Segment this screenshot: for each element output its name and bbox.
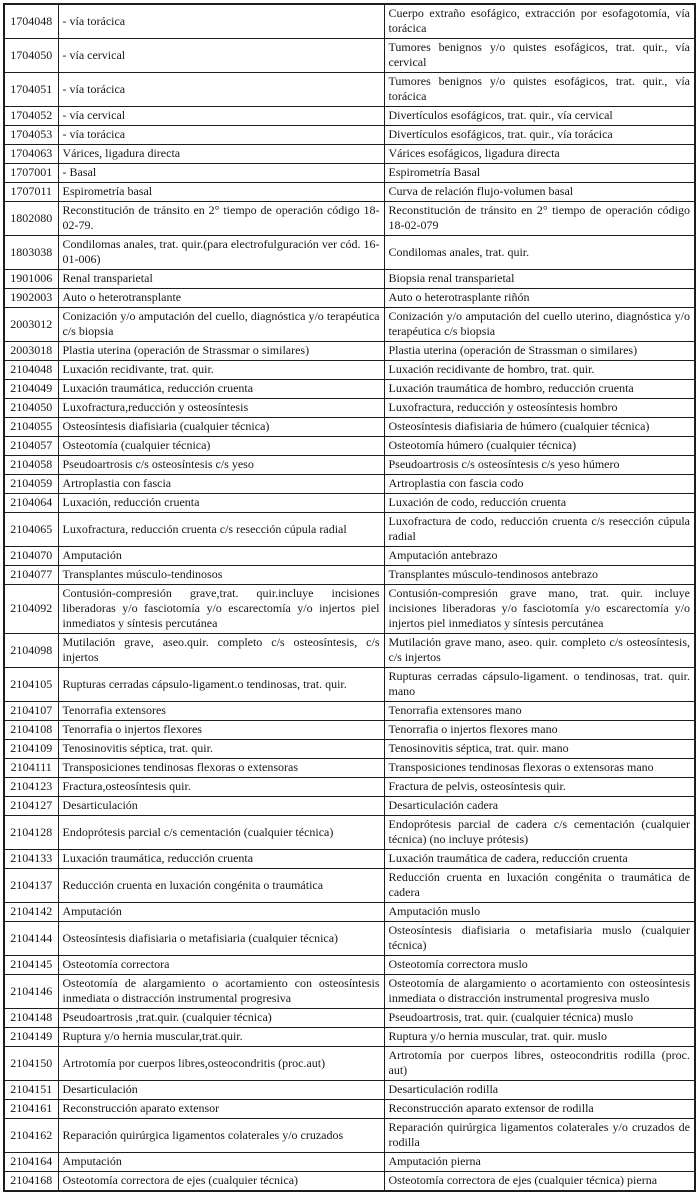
procedure-equivalent-cell: Amputación antebrazo — [384, 547, 695, 566]
procedure-description-cell: Rupturas cerradas cápsulo-ligament.o tendinosas, trat. quir. — [58, 668, 384, 702]
procedure-equivalent-cell: Contusión-compresión grave mano, trat. quir. incluye incisiones liberadoras y/o fasciotomía y/o escarectomía y/o injertos piel inmediatos y síntesis percutánea — [384, 585, 695, 634]
procedure-equivalent-cell: Reconstrucción aparato extensor de rodilla — [384, 1100, 695, 1119]
table-row — [4, 740, 695, 759]
procedure-equivalent-cell: Reconstitución de tránsito en 2° tiempo de operación código 18-02-079 — [384, 202, 695, 236]
table-row — [4, 547, 695, 566]
table-row — [4, 702, 695, 721]
table-row — [4, 145, 695, 164]
procedure-code-cell: 2104055 — [4, 418, 58, 437]
procedure-description-cell: Transposiciones tendinosas flexoras o extensoras — [58, 759, 384, 778]
procedure-equivalent-cell: Luxofractura de codo, reducción cruenta c/s resección cúpula radial — [384, 513, 695, 547]
procedure-equivalent-cell: Luxación recidivante de hombro, trat. quir. — [384, 361, 695, 380]
table-row — [4, 475, 695, 494]
procedure-code-cell: 2104123 — [4, 778, 58, 797]
procedure-description-cell: Osteotomía correctora de ejes (cualquier técnica) — [58, 1172, 384, 1192]
procedure-equivalent-cell: Plastia uterina (operación de Strassman o similares) — [384, 342, 695, 361]
procedure-equivalent-cell: Luxación traumática de cadera, reducción cruenta — [384, 850, 695, 869]
procedure-description-cell: Ruptura y/o hernia muscular,trat.quir. — [58, 1028, 384, 1047]
procedure-equivalent-cell: Tumores benignos y/o quistes esofágicos, trat. quir., vía torácica — [384, 73, 695, 107]
procedure-code-cell: 2104105 — [4, 668, 58, 702]
procedure-code-cell: 1704052 — [4, 107, 58, 126]
procedure-equivalent-cell: Osteotomía correctora muslo — [384, 956, 695, 975]
procedure-description-cell: Amputación — [58, 1153, 384, 1172]
table-row — [4, 437, 695, 456]
procedure-code-cell: 2104151 — [4, 1081, 58, 1100]
table-row — [4, 1009, 695, 1028]
procedure-equivalent-cell: Amputación pierna — [384, 1153, 695, 1172]
procedure-code-cell: 1802080 — [4, 202, 58, 236]
procedure-description-cell: Tenorrafia o injertos flexores — [58, 721, 384, 740]
procedure-description-cell: Osteotomía (cualquier técnica) — [58, 437, 384, 456]
procedure-code-cell: 2104077 — [4, 566, 58, 585]
procedure-description-cell: Espirometría basal — [58, 183, 384, 202]
table-row — [4, 566, 695, 585]
procedure-equivalent-cell: Osteosíntesis diafisiaria de húmero (cualquier técnica) — [384, 418, 695, 437]
table-row — [4, 1119, 695, 1153]
procedure-code-cell: 2104164 — [4, 1153, 58, 1172]
procedure-description-cell: Auto o heterotransplante — [58, 289, 384, 308]
procedure-description-cell: Luxación, reducción cruenta — [58, 494, 384, 513]
procedure-code-cell: 2104142 — [4, 903, 58, 922]
procedure-equivalent-cell: Pseudoartrosis c/s osteosíntesis c/s yeso húmero — [384, 456, 695, 475]
procedure-description-cell: Tenorrafia extensores — [58, 702, 384, 721]
table-row — [4, 361, 695, 380]
procedure-code-cell: 2104058 — [4, 456, 58, 475]
procedure-description-cell: Osteosíntesis diafisiaria o metafisiaria (cualquier técnica) — [58, 922, 384, 956]
table-row — [4, 797, 695, 816]
table-row — [4, 202, 695, 236]
procedure-equivalent-cell: Condilomas anales, trat. quir. — [384, 236, 695, 270]
procedure-code-cell: 2104161 — [4, 1100, 58, 1119]
procedure-equivalent-cell: Luxación traumática de hombro, reducción cruenta — [384, 380, 695, 399]
table-row — [4, 380, 695, 399]
procedure-code-cell: 2104111 — [4, 759, 58, 778]
procedure-equivalent-cell: Desarticulación cadera — [384, 797, 695, 816]
procedure-description-cell: - Basal — [58, 164, 384, 183]
procedure-code-cell: 2104144 — [4, 922, 58, 956]
procedure-description-cell: Pseudoartrosis ,trat.quir. (cualquier técnica) — [58, 1009, 384, 1028]
procedure-equivalent-cell: Tumores benignos y/o quistes esofágicos, trat. quir., vía cervical — [384, 39, 695, 73]
procedure-code-cell: 2104064 — [4, 494, 58, 513]
procedure-description-cell: Reconstrucción aparato extensor — [58, 1100, 384, 1119]
procedure-equivalent-cell: Reparación quirúrgica ligamentos colaterales y/o cruzados de rodilla — [384, 1119, 695, 1153]
procedure-code-cell: 2104098 — [4, 634, 58, 668]
procedure-equivalent-cell: Espirometría Basal — [384, 164, 695, 183]
table-row — [4, 270, 695, 289]
procedure-code-cell: 2104048 — [4, 361, 58, 380]
procedure-description-cell: Endoprótesis parcial c/s cementación (cualquier técnica) — [58, 816, 384, 850]
table-row — [4, 759, 695, 778]
procedure-description-cell: Renal transparietal — [58, 270, 384, 289]
procedure-code-cell: 1704053 — [4, 126, 58, 145]
procedure-code-cell: 2104133 — [4, 850, 58, 869]
procedure-equivalent-cell: Pseudoartrosis, trat. quir. (cualquier técnica) muslo — [384, 1009, 695, 1028]
table-row — [4, 126, 695, 145]
procedure-description-cell: Desarticulación — [58, 1081, 384, 1100]
procedure-equivalent-cell: Rupturas cerradas cápsulo-ligament. o tendinosas, trat. quir. mano — [384, 668, 695, 702]
procedure-code-cell: 2104059 — [4, 475, 58, 494]
procedure-code-cell: 2104092 — [4, 585, 58, 634]
procedure-description-cell: Várices, ligadura directa — [58, 145, 384, 164]
procedure-description-cell: Plastia uterina (operación de Strassmar o similares) — [58, 342, 384, 361]
procedure-equivalent-cell: Osteotomía correctora de ejes (cualquier técnica) pierna — [384, 1172, 695, 1192]
table-row — [4, 1081, 695, 1100]
procedure-description-cell: Luxofractura, reducción cruenta c/s resección cúpula radial — [58, 513, 384, 547]
procedure-equivalent-cell: Tenosinovitis séptica, trat. quir. mano — [384, 740, 695, 759]
procedure-equivalent-cell: Artroplastia con fascia codo — [384, 475, 695, 494]
table-row — [4, 289, 695, 308]
table-row — [4, 922, 695, 956]
procedure-description-cell: - vía torácica — [58, 73, 384, 107]
procedure-description-cell: Desarticulación — [58, 797, 384, 816]
procedure-code-cell: 1704063 — [4, 145, 58, 164]
procedure-equivalent-cell: Várices esofágicos, ligadura directa — [384, 145, 695, 164]
procedure-description-cell: Artroplastia con fascia — [58, 475, 384, 494]
procedure-equivalent-cell: Transplantes músculo-tendinosos antebrazo — [384, 566, 695, 585]
procedure-description-cell: Luxofractura,reducción y osteosíntesis — [58, 399, 384, 418]
procedure-code-cell: 1704048 — [4, 4, 58, 39]
table-row — [4, 903, 695, 922]
table-row — [4, 513, 695, 547]
procedure-description-cell: Luxación traumática, reducción cruenta — [58, 380, 384, 399]
table-row — [4, 1172, 695, 1192]
procedure-code-cell: 2104107 — [4, 702, 58, 721]
procedure-description-cell: Osteosíntesis diafisiaria (cualquier técnica) — [58, 418, 384, 437]
procedure-description-cell: Conización y/o amputación del cuello, diagnóstica y/o terapéutica c/s biopsia — [58, 308, 384, 342]
table-row — [4, 1047, 695, 1081]
table-row — [4, 975, 695, 1009]
procedure-code-cell: 2003012 — [4, 308, 58, 342]
procedure-code-cell: 2104162 — [4, 1119, 58, 1153]
procedure-description-cell: Fractura,osteosíntesis quir. — [58, 778, 384, 797]
table-row — [4, 164, 695, 183]
procedure-code-cell: 2104109 — [4, 740, 58, 759]
procedure-description-cell: Reducción cruenta en luxación congénita o traumática — [58, 869, 384, 903]
procedure-code-cell: 2104146 — [4, 975, 58, 1009]
procedure-code-cell: 1707011 — [4, 183, 58, 202]
procedure-code-cell: 2104108 — [4, 721, 58, 740]
procedure-equivalent-cell: Ruptura y/o hernia muscular, trat. quir. muslo — [384, 1028, 695, 1047]
procedure-equivalent-cell: Divertículos esofágicos, trat. quir., vía cervical — [384, 107, 695, 126]
procedure-code-cell: 2104128 — [4, 816, 58, 850]
table-row — [4, 308, 695, 342]
procedure-equivalent-cell: Divertículos esofágicos, trat. quir., vía torácica — [384, 126, 695, 145]
procedure-description-cell: Condilomas anales, trat. quir.(para electrofulguración ver cód. 16-01-006) — [58, 236, 384, 270]
procedure-description-cell: - vía cervical — [58, 107, 384, 126]
procedure-code-cell: 2003018 — [4, 342, 58, 361]
procedure-equivalent-cell: Cuerpo extraño esofágico, extracción por esofagotomía, vía torácica — [384, 4, 695, 39]
table-row — [4, 39, 695, 73]
table-row — [4, 107, 695, 126]
procedure-equivalent-cell: Osteotomía húmero (cualquier técnica) — [384, 437, 695, 456]
procedure-equivalent-cell: Luxofractura, reducción y osteosíntesis hombro — [384, 399, 695, 418]
procedure-description-cell: Luxación traumática, reducción cruenta — [58, 850, 384, 869]
procedure-table-body — [4, 4, 695, 1191]
table-row — [4, 456, 695, 475]
procedure-description-cell: Amputación — [58, 903, 384, 922]
procedure-description-cell: Reconstitución de tránsito en 2° tiempo de operación código 18-02-79. — [58, 202, 384, 236]
procedure-equivalent-cell: Tenorrafia o injertos flexores mano — [384, 721, 695, 740]
procedure-equivalent-cell: Amputación muslo — [384, 903, 695, 922]
table-row — [4, 778, 695, 797]
table-row — [4, 4, 695, 39]
procedure-code-table — [3, 3, 696, 1192]
procedure-description-cell: - vía cervical — [58, 39, 384, 73]
procedure-code-cell: 2104150 — [4, 1047, 58, 1081]
procedure-code-cell: 1901006 — [4, 270, 58, 289]
procedure-description-cell: Tenosinovitis séptica, trat. quir. — [58, 740, 384, 759]
procedure-code-cell: 1707001 — [4, 164, 58, 183]
procedure-code-cell: 2104137 — [4, 869, 58, 903]
procedure-code-cell: 1704051 — [4, 73, 58, 107]
procedure-description-cell: Artrotomía por cuerpos libres,osteocondritis (proc.aut) — [58, 1047, 384, 1081]
table-row — [4, 634, 695, 668]
table-row — [4, 399, 695, 418]
procedure-equivalent-cell: Desarticulación rodilla — [384, 1081, 695, 1100]
procedure-description-cell: Reparación quirúrgica ligamentos colaterales y/o cruzados — [58, 1119, 384, 1153]
procedure-description-cell: Osteotomía correctora — [58, 956, 384, 975]
procedure-description-cell: Transplantes músculo-tendinosos — [58, 566, 384, 585]
table-row — [4, 236, 695, 270]
procedure-code-cell: 2104050 — [4, 399, 58, 418]
procedure-equivalent-cell: Curva de relación flujo-volumen basal — [384, 183, 695, 202]
procedure-equivalent-cell: Reducción cruenta en luxación congénita o traumática de cadera — [384, 869, 695, 903]
procedure-code-cell: 2104049 — [4, 380, 58, 399]
procedure-code-cell: 1803038 — [4, 236, 58, 270]
procedure-code-cell: 2104149 — [4, 1028, 58, 1047]
procedure-equivalent-cell: Osteosíntesis diafisiaria o metafisiaria muslo (cualquier técnica) — [384, 922, 695, 956]
procedure-code-cell: 2104057 — [4, 437, 58, 456]
procedure-equivalent-cell: Osteotomía de alargamiento o acortamiento con osteosíntesis inmediata o distracción instrumental progresiva muslo — [384, 975, 695, 1009]
procedure-description-cell: Contusión-compresión grave,trat. quir.incluye incisiones liberadoras y/o fasciotomía y/o escarectomía y/o injertos piel inmediatos y síntesis percutánea — [58, 585, 384, 634]
procedure-code-cell: 2104148 — [4, 1009, 58, 1028]
procedure-description-cell: Amputación — [58, 547, 384, 566]
procedure-description-cell: Osteotomía de alargamiento o acortamiento con osteosíntesis inmediata o distracción instrumental progresiva — [58, 975, 384, 1009]
procedure-code-cell: 2104168 — [4, 1172, 58, 1192]
procedure-equivalent-cell: Tenorrafia extensores mano — [384, 702, 695, 721]
table-row — [4, 73, 695, 107]
procedure-equivalent-cell: Luxación de codo, reducción cruenta — [384, 494, 695, 513]
table-row — [4, 668, 695, 702]
procedure-description-cell: Luxación recidivante, trat. quir. — [58, 361, 384, 380]
table-row — [4, 721, 695, 740]
procedure-equivalent-cell: Mutilación grave mano, aseo. quir. completo c/s osteosíntesis, c/s injertos — [384, 634, 695, 668]
table-row — [4, 418, 695, 437]
procedure-equivalent-cell: Biopsia renal transparietal — [384, 270, 695, 289]
procedure-description-cell: Mutilación grave, aseo.quir. completo c/s osteosíntesis, c/s injertos — [58, 634, 384, 668]
procedure-equivalent-cell: Artrotomía por cuerpos libres, osteocondritis rodilla (proc. aut) — [384, 1047, 695, 1081]
procedure-equivalent-cell: Fractura de pelvis, osteosíntesis quir. — [384, 778, 695, 797]
procedure-code-cell: 2104127 — [4, 797, 58, 816]
table-row — [4, 494, 695, 513]
procedure-description-cell: - vía torácica — [58, 126, 384, 145]
procedure-equivalent-cell: Conización y/o amputación del cuello uterino, diagnóstica y/o terapéutica c/s biopsia — [384, 308, 695, 342]
procedure-code-cell: 1704050 — [4, 39, 58, 73]
procedure-equivalent-cell: Auto o heterotrasplante riñón — [384, 289, 695, 308]
table-row — [4, 956, 695, 975]
procedure-code-cell: 2104065 — [4, 513, 58, 547]
procedure-code-cell: 1902003 — [4, 289, 58, 308]
procedure-equivalent-cell: Transposiciones tendinosas flexoras o extensoras mano — [384, 759, 695, 778]
procedure-equivalent-cell: Endoprótesis parcial de cadera c/s cementación (cualquier técnica) (no incluye prótesis) — [384, 816, 695, 850]
procedure-description-cell: Pseudoartrosis c/s osteosíntesis c/s yeso — [58, 456, 384, 475]
table-row — [4, 1153, 695, 1172]
procedure-description-cell: - vía torácica — [58, 4, 384, 39]
table-row — [4, 1100, 695, 1119]
procedure-code-cell: 2104070 — [4, 547, 58, 566]
table-row — [4, 585, 695, 634]
table-row — [4, 1028, 695, 1047]
table-row — [4, 869, 695, 903]
table-row — [4, 816, 695, 850]
table-row — [4, 850, 695, 869]
procedure-code-cell: 2104145 — [4, 956, 58, 975]
table-row — [4, 183, 695, 202]
table-row — [4, 342, 695, 361]
